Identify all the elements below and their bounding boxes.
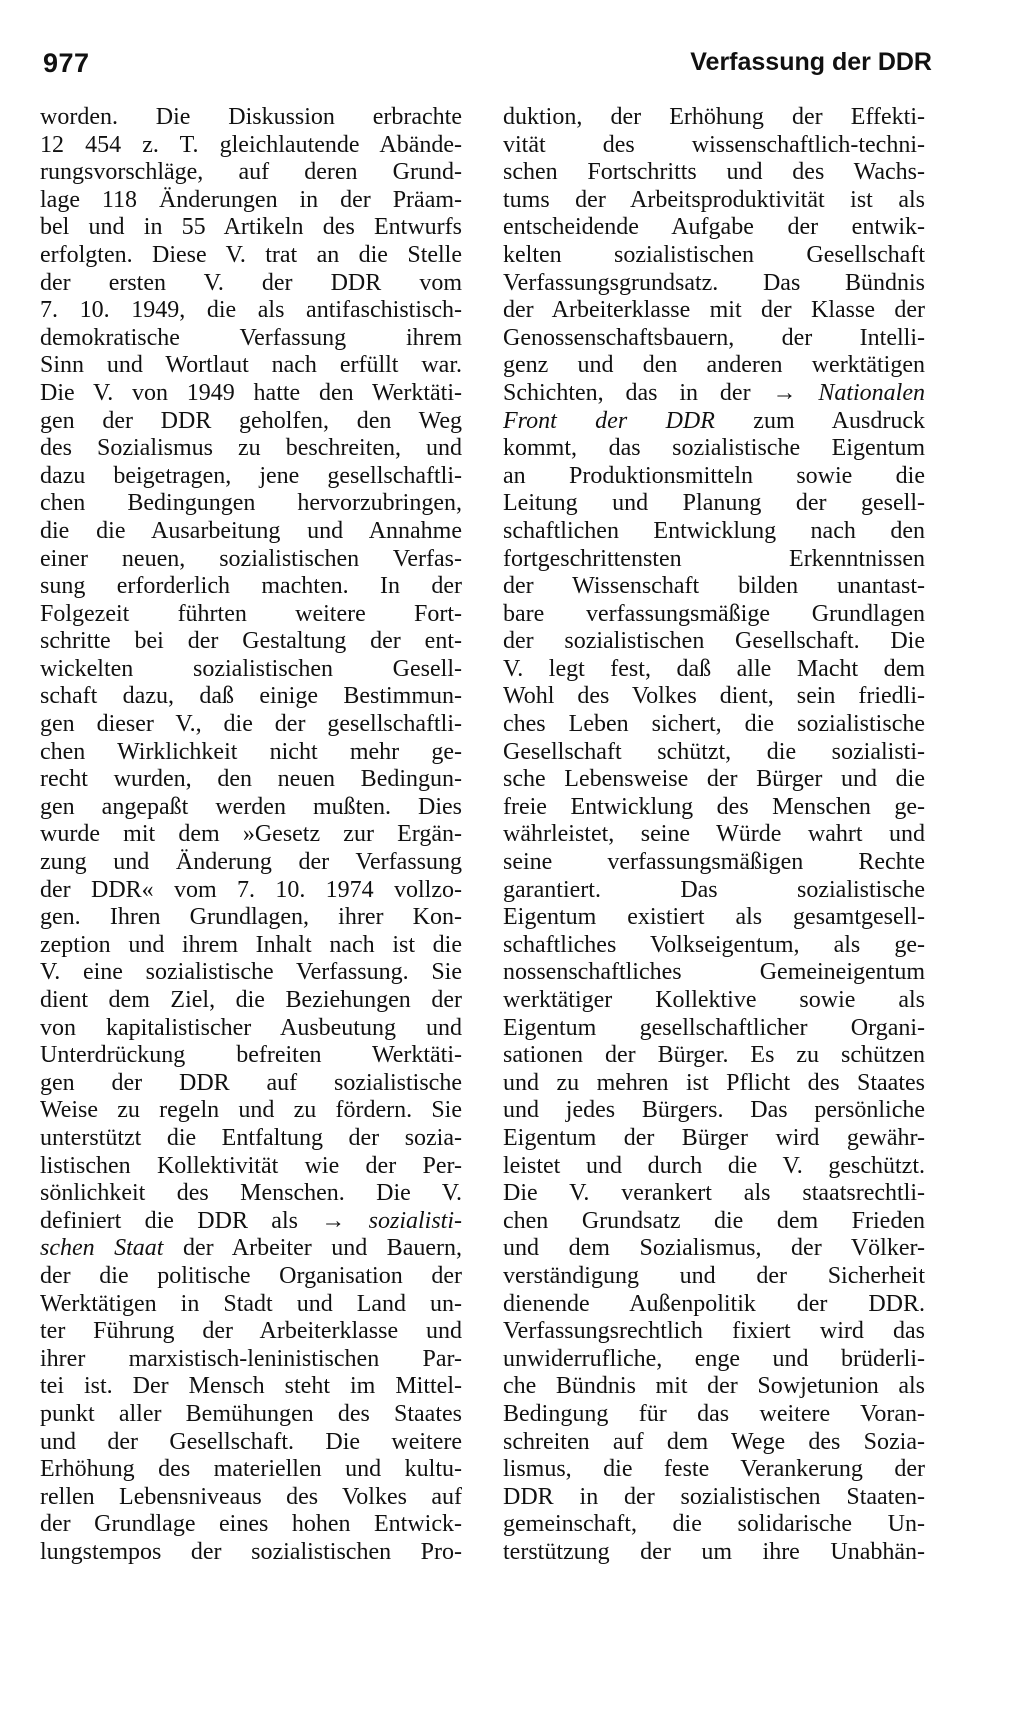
text-line: schaftlichen Entwicklung nach den [503, 517, 925, 544]
text-line: Sinn und Wortlaut nach erfüllt war. [40, 352, 462, 379]
text-line: der die politische Organisation der [40, 1262, 462, 1289]
text-line: Unterdrückung befreiten Werktäti- [40, 1042, 462, 1069]
text-line: ches Leben sichert, die sozialistische [503, 711, 925, 738]
text-line: der Grundlage eines hohen Entwick- [40, 1511, 462, 1538]
text-line: DDR in der sozialistischen Staaten- [503, 1483, 925, 1510]
text-line: schaftliches Volkseigentum, als ge- [503, 931, 925, 958]
text-line: gemeinschaft, die solidarische Un- [503, 1511, 925, 1538]
text-line: che Bündnis mit der Sowjetunion als [503, 1373, 925, 1400]
text-line: die die Ausarbeitung und Annahme [40, 517, 462, 544]
text-line: chen Bedingungen hervorzubringen, [40, 490, 462, 517]
text-line: rungsvorschläge, auf deren Grund- [40, 159, 462, 186]
text-line: worden. Die Diskussion erbrachte [40, 104, 462, 130]
text-line: vität des wissenschaftlich-techni- [503, 131, 925, 158]
text-line: an Produktionsmitteln sowie die [503, 462, 925, 489]
text-line: sönlichkeit des Menschen. Die V. [40, 1180, 462, 1207]
text-line: gen der DDR auf sozialistische [40, 1069, 462, 1096]
text-line: demokratische Verfassung ihrem [40, 324, 462, 351]
text-line: lungstempos der sozialistischen Pro- [40, 1538, 462, 1565]
text-line: Folgezeit führten weitere Fort- [40, 600, 462, 627]
page-number: 977 [43, 48, 90, 78]
text-line: listischen Kollektivität wie der Per- [40, 1152, 462, 1179]
text-line: Die V. von 1949 hatte den Werktäti- [40, 379, 462, 406]
text-line: dienende Außenpolitik der DDR. [503, 1290, 925, 1317]
text-line: seine verfassungsmäßigen Rechte [503, 849, 925, 876]
text-line: chen Wirklichkeit nicht mehr ge- [40, 738, 462, 765]
text-line: kelten sozialistischen Gesellschaft [503, 241, 925, 268]
text-line: entscheidende Aufgabe der entwik- [503, 214, 925, 241]
text-line: der sozialistischen Gesellschaft. Die [503, 628, 925, 655]
text-line: unwiderrufliche, enge und brüderli- [503, 1345, 925, 1372]
text-line: Genossenschaftsbauern, der Intelli- [503, 324, 925, 351]
text-line: der DDR« vom 7. 10. 1974 vollzo- [40, 876, 462, 903]
text-line: schen Staat der Arbeiter und Bauern, [40, 1235, 462, 1262]
text-line: sche Lebensweise der Bürger und die [503, 766, 925, 793]
text-line: gen der DDR geholfen, den Weg [40, 407, 462, 434]
text-line: V. eine sozialistische Verfassung. Sie [40, 959, 462, 986]
text-line: Leitung und Planung der gesell- [503, 490, 925, 517]
text-line: und zu mehren ist Pflicht des Staates [503, 1069, 925, 1096]
text-line: währleistet, seine Würde wahrt und [503, 821, 925, 848]
text-line: und dem Sozialismus, der Völker- [503, 1235, 925, 1262]
text-column-left [40, 104, 462, 1566]
text-line: wurde mit dem »Gesetz zur Ergän- [40, 821, 462, 848]
text-line: zeption und ihrem Inhalt nach ist die [40, 931, 462, 958]
text-line: und der Gesellschaft. Die weitere [40, 1428, 462, 1455]
text-line: Bedingung für das weitere Voran- [503, 1400, 925, 1427]
text-line: und jedes Bürgers. Das persönliche [503, 1097, 925, 1124]
text-line: bare verfassungsmäßige Grundlagen [503, 600, 925, 627]
text-line: leistet und durch die V. geschützt. [503, 1152, 925, 1179]
text-line: duktion, der Erhöhung der Effekti- [503, 104, 925, 130]
text-line: kommt, das sozialistische Eigentum [503, 435, 925, 462]
text-line: schaft dazu, daß einige Bestimmun- [40, 683, 462, 710]
text-line: ter Führung der Arbeiterklasse und [40, 1318, 462, 1345]
text-line: der Wissenschaft bilden unantast- [503, 573, 925, 600]
text-line: verständigung und der Sicherheit [503, 1262, 925, 1289]
text-line: ihrer marxistisch-leninistischen Par- [40, 1345, 462, 1372]
text-line: wickelten sozialistischen Gesell- [40, 655, 462, 682]
text-line: punkt aller Bemühungen des Staates [40, 1400, 462, 1427]
text-line: Eigentum der Bürger wird gewähr- [503, 1124, 925, 1151]
text-line: Front der DDR zum Ausdruck [503, 407, 925, 434]
text-line: tums der Arbeitsproduktivität ist als [503, 186, 925, 213]
text-line: der ersten V. der DDR vom [40, 269, 462, 296]
text-line: werktätiger Kollektive sowie als [503, 987, 925, 1013]
text-line: einer neuen, sozialistischen Verfas- [40, 545, 462, 572]
text-line: Die V. verankert als staatsrechtli- [503, 1180, 925, 1207]
text-line: Verfassungsrechtlich fixiert wird das [503, 1318, 925, 1345]
text-line: genz und den anderen werktätigen [503, 352, 925, 379]
text-line: Erhöhung des materiellen und kultu- [40, 1456, 462, 1483]
text-line: zung und Änderung der Verfassung [40, 849, 462, 876]
text-line: lismus, die feste Verankerung der [503, 1456, 925, 1483]
text-line: Weise zu regeln und zu fördern. Sie [40, 1097, 462, 1124]
text-line: garantiert. Das sozialistische [503, 876, 925, 903]
text-line: sationen der Bürger. Es zu schützen [503, 1042, 925, 1069]
text-line: Wohl des Volkes dient, sein friedli- [503, 683, 925, 710]
running-head [0, 48, 1024, 84]
text-line: des Sozialismus zu beschreiten, und [40, 435, 462, 462]
text-line: unterstützt die Entfaltung der sozia- [40, 1124, 462, 1151]
text-line: Eigentum existiert als gesamtgesell- [503, 904, 925, 931]
text-line: freie Entwicklung des Menschen ge- [503, 793, 925, 820]
text-line: terstützung der um ihre Unabhän- [503, 1538, 925, 1565]
text-line: gen dieser V., die der gesellschaftli- [40, 711, 462, 738]
text-column-right [503, 104, 925, 1566]
text-line: schritte bei der Gestaltung der ent- [40, 628, 462, 655]
text-line: tei ist. Der Mensch steht im Mittel- [40, 1373, 462, 1400]
text-line: schen Fortschritts und des Wachs- [503, 159, 925, 186]
text-line: chen Grundsatz die dem Frieden [503, 1207, 925, 1234]
text-line: Eigentum gesellschaftlicher Organi- [503, 1014, 925, 1041]
text-line: bel und in 55 Artikeln des Entwurfs [40, 214, 462, 241]
text-line: von kapitalistischer Ausbeutung und [40, 1014, 462, 1041]
text-line: der Arbeiterklasse mit der Klasse der [503, 297, 925, 324]
text-line: lage 118 Änderungen in der Präam- [40, 186, 462, 213]
text-line: nossenschaftliches Gemeineigentum [503, 959, 925, 986]
text-line: gen. Ihren Grundlagen, ihrer Kon- [40, 904, 462, 931]
text-line: erfolgten. Diese V. trat an die Stelle [40, 241, 462, 268]
text-line: Schichten, das in der → Nationalen [503, 379, 925, 406]
text-line: recht wurden, den neuen Bedingun- [40, 766, 462, 793]
text-line: V. legt fest, daß alle Macht dem [503, 655, 925, 682]
text-line: 7. 10. 1949, die als antifaschistisch- [40, 297, 462, 324]
text-line: rellen Lebensniveaus des Volkes auf [40, 1483, 462, 1510]
text-line: dient dem Ziel, die Beziehungen der [40, 987, 462, 1013]
text-line: Verfassungsgrundsatz. Das Bündnis [503, 269, 925, 296]
text-line: dazu beigetragen, jene gesellschaftli- [40, 462, 462, 489]
section-title: Verfassung der DDR [690, 48, 932, 76]
text-line: fortgeschrittensten Erkenntnissen [503, 545, 925, 572]
text-line: gen angepaßt werden mußten. Dies [40, 793, 462, 820]
text-line: Werktätigen in Stadt und Land un- [40, 1290, 462, 1317]
text-line: schreiten auf dem Wege des Sozia- [503, 1428, 925, 1455]
text-line: definiert die DDR als → sozialisti- [40, 1207, 462, 1234]
text-line: 12 454 z. T. gleichlautende Abände- [40, 131, 462, 158]
text-line: sung erforderlich machten. In der [40, 573, 462, 600]
text-line: Gesellschaft schützt, die sozialisti- [503, 738, 925, 765]
